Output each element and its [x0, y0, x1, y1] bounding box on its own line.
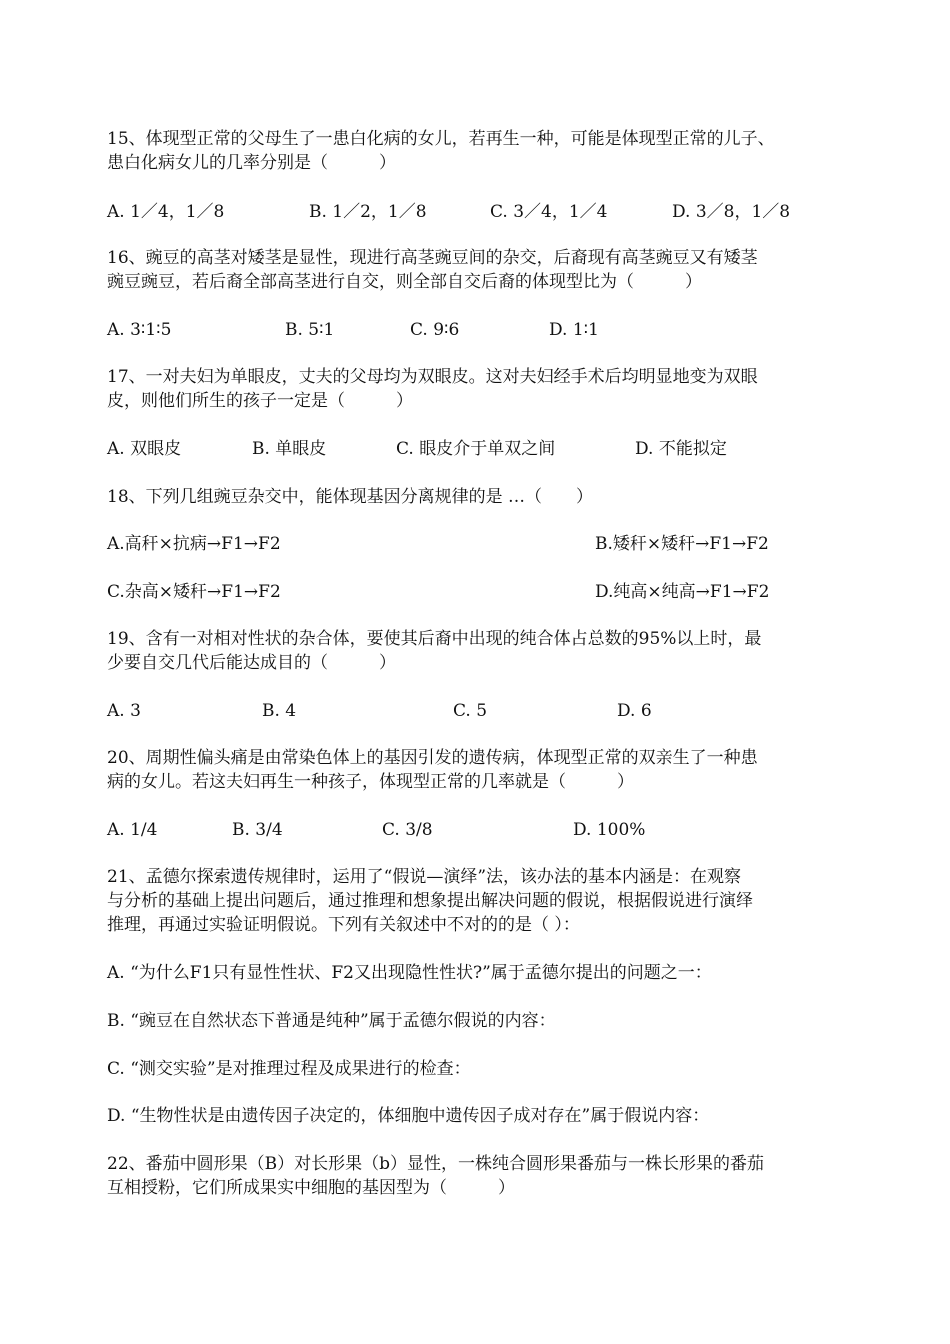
q16-option-b: B. 5∶1 — [285, 320, 335, 340]
q19-option-b: B. 4 — [262, 701, 297, 721]
q16-stem-line-2: 豌豆豌豆，若后裔全部高茎进行自交，则全部自交后裔的体现型比为（ ） — [107, 272, 702, 292]
q19-stem-line-2: 少要自交几代后能达成目的（ ） — [107, 653, 396, 673]
q19-option-c: C. 5 — [453, 701, 488, 721]
q17-option-c: C. 眼皮介于单双之间 — [396, 439, 556, 459]
q17-option-b: B. 单眼皮 — [252, 439, 327, 459]
q20-stem-line-1: 20、周期性偏头痛是由常染色体上的基因引发的遗传病，体现型正常的双亲生了一种患 — [107, 748, 758, 768]
q20-option-c: C. 3/8 — [382, 820, 433, 840]
q15-stem-line-2: 患白化病女儿的几率分别是（ ） — [107, 153, 396, 173]
q22-stem-line-1: 22、番茄中圆形果（B）对长形果（b）显性，一株纯合圆形果番茄与一株长形果的番茄 — [107, 1154, 765, 1174]
q20-stem-line-2: 病的女儿。若这夫妇再生一种孩子，体现型正常的几率就是（ ） — [107, 772, 634, 792]
q19-option-d: D. 6 — [617, 701, 652, 721]
q20-option-a: A. 1/4 — [107, 820, 158, 840]
q18-stem-line-1: 18、下列几组豌豆杂交中，能体现基因分离规律的是 …（ ） — [107, 487, 594, 507]
q21-stem-line-1: 21、孟德尔探索遗传规律时，运用了“假说—演绎”法，该办法的基本内涵是：在观察 — [107, 867, 742, 887]
q20-option-b: B. 3/4 — [232, 820, 283, 840]
q22-stem-line-2: 互相授粉，它们所成果实中细胞的基因型为（ ） — [107, 1178, 515, 1198]
q15-option-a: A. 1／4，1／8 — [107, 202, 225, 222]
q21-option-a: A. “为什么F1只有显性性状、F2又出现隐性性状?”属于孟德尔提出的问题之一： — [107, 963, 712, 983]
q19-option-a: A. 3 — [107, 701, 141, 721]
q21-stem-line-3: 推理，再通过实验证明假说。下列有关叙述中不对的的是（ ）： — [107, 915, 580, 935]
q20-option-d: D. 100% — [573, 820, 646, 840]
q15-option-d: D. 3／8，1／8 — [672, 202, 791, 222]
q16-option-d: D. 1∶1 — [549, 320, 599, 340]
q17-option-d: D. 不能拟定 — [635, 439, 727, 459]
q18-option-b: B.矮秆×矮秆→F1→F2 — [595, 534, 769, 554]
q17-option-a: A. 双眼皮 — [107, 439, 182, 459]
q17-stem-line-2: 皮，则他们所生的孩子一定是（ ） — [107, 391, 413, 411]
q16-stem-line-1: 16、豌豆的高茎对矮茎是显性，现进行高茎豌豆间的杂交，后裔现有高茎豌豆又有矮茎 — [107, 248, 758, 268]
q15-option-b: B. 1／2，1／8 — [309, 202, 427, 222]
q18-option-a: A.高秆×抗病→F1→F2 — [107, 534, 281, 554]
q16-option-c: C. 9∶6 — [410, 320, 460, 340]
q21-option-b: B. “豌豆在自然状态下普通是纯种”属于孟德尔假说的内容： — [107, 1011, 556, 1031]
q19-stem-line-1: 19、含有一对相对性状的杂合体，要使其后裔中出现的纯合体占总数的95%以上时，最 — [107, 629, 762, 649]
q21-stem-line-2: 与分析的基础上提出问题后，通过推理和想象提出解决问题的假说，根据假说进行演绎 — [107, 891, 753, 911]
q15-option-c: C. 3／4，1／4 — [490, 202, 608, 222]
q16-option-a: A. 3∶1∶5 — [107, 320, 172, 340]
q21-option-d: D. “生物性状是由遗传因子决定的，体细胞中遗传因子成对存在”属于假说内容： — [107, 1106, 710, 1126]
q15-stem-line-1: 15、体现型正常的父母生了一患白化病的女儿，若再生一种，可能是体现型正常的儿子、 — [107, 129, 775, 149]
q18-option-c: C.杂高×矮秆→F1→F2 — [107, 582, 281, 602]
q21-option-c: C. “测交实验”是对推理过程及成果进行的检查： — [107, 1059, 471, 1079]
q18-option-d: D.纯高×纯高→F1→F2 — [595, 582, 770, 602]
q17-stem-line-1: 17、一对夫妇为单眼皮，丈夫的父母均为双眼皮。这对夫妇经手术后均明显地变为双眼 — [107, 367, 758, 387]
